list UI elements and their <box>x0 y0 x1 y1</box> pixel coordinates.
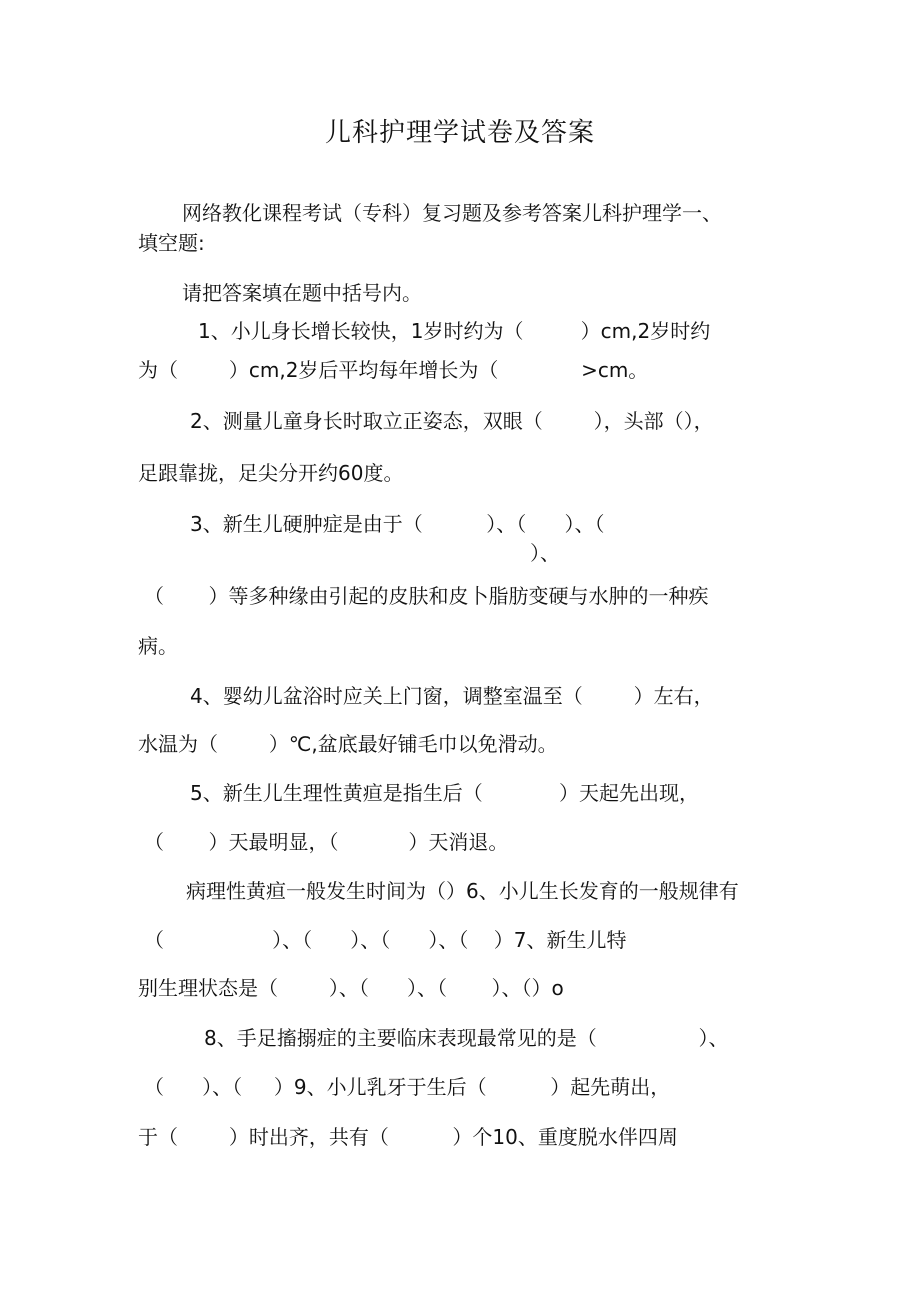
question-10-line-3: 于（ ）时出齐，共有（ ）个10、重度脱水伴四周 <box>138 1125 678 1149</box>
question-3-line-3: 病。 <box>138 634 178 658</box>
question-3-line-1b: ）、 <box>530 541 560 565</box>
question-5-line-2: （ ）天最明显，（ ）天消退。 <box>144 830 509 854</box>
instruction-text: 请把答案填在题中括号内。 <box>182 281 422 305</box>
question-5-line-1: 5、新生儿生理性黄疸是指生后（ ）天起先出现， <box>190 781 700 805</box>
question-9-line-2: （ ）、（ ）9、小儿乳牙于生后（ ）起先萌出， <box>144 1075 671 1099</box>
document-title: 儿科护理学试卷及答案 <box>324 118 595 148</box>
question-8-line-1: 8、手足搐搦症的主要临床表现最常见的是（ ）、 <box>204 1026 729 1050</box>
question-4-line-1: 4、婴幼儿盆浴时应关上门窗，调整室温至（ ）左右， <box>190 684 714 708</box>
question-6-line-2: （ ）、（ ）、（ ）、（ ）7、新生儿特 <box>144 928 627 952</box>
question-3-line-2: （ ）等多种缘由引起的皮肤和皮卜脂肪变硬与水肿的一种疾 <box>144 584 709 608</box>
question-6-line-1: 病理性黄疸一般发生时间为（）6、小儿生长发育的一般规律有 <box>186 879 739 903</box>
question-4-line-2: 水温为（ ）℃,盆底最好铺毛巾以免滑动。 <box>138 732 558 756</box>
question-3-line-1: 3、新生儿硬肿症是由于（ ）、（ ）、（ <box>190 512 605 536</box>
intro-line-2: 填空题: <box>138 231 205 255</box>
intro-line-1: 网络教化课程考试（专科）复习题及参考答案儿科护理学一、 <box>182 201 722 225</box>
question-2-line-2: 足跟靠拢，足尖分开约60度。 <box>138 461 404 485</box>
question-7-line-3: 别生理状态是（ ）、（ ）、（ ）、（）o <box>138 976 564 1000</box>
question-2-line-1: 2、测量儿童身长时取立正姿态，双眼（ ），头部（）， <box>190 409 714 433</box>
question-1-line-2: 为（ ）cm,2岁后平均每年增长为（ >cm。 <box>138 358 649 382</box>
question-1-line-1: 1、小儿身长增长较快，1岁时约为（ ）cm,2岁时约 <box>198 319 711 343</box>
